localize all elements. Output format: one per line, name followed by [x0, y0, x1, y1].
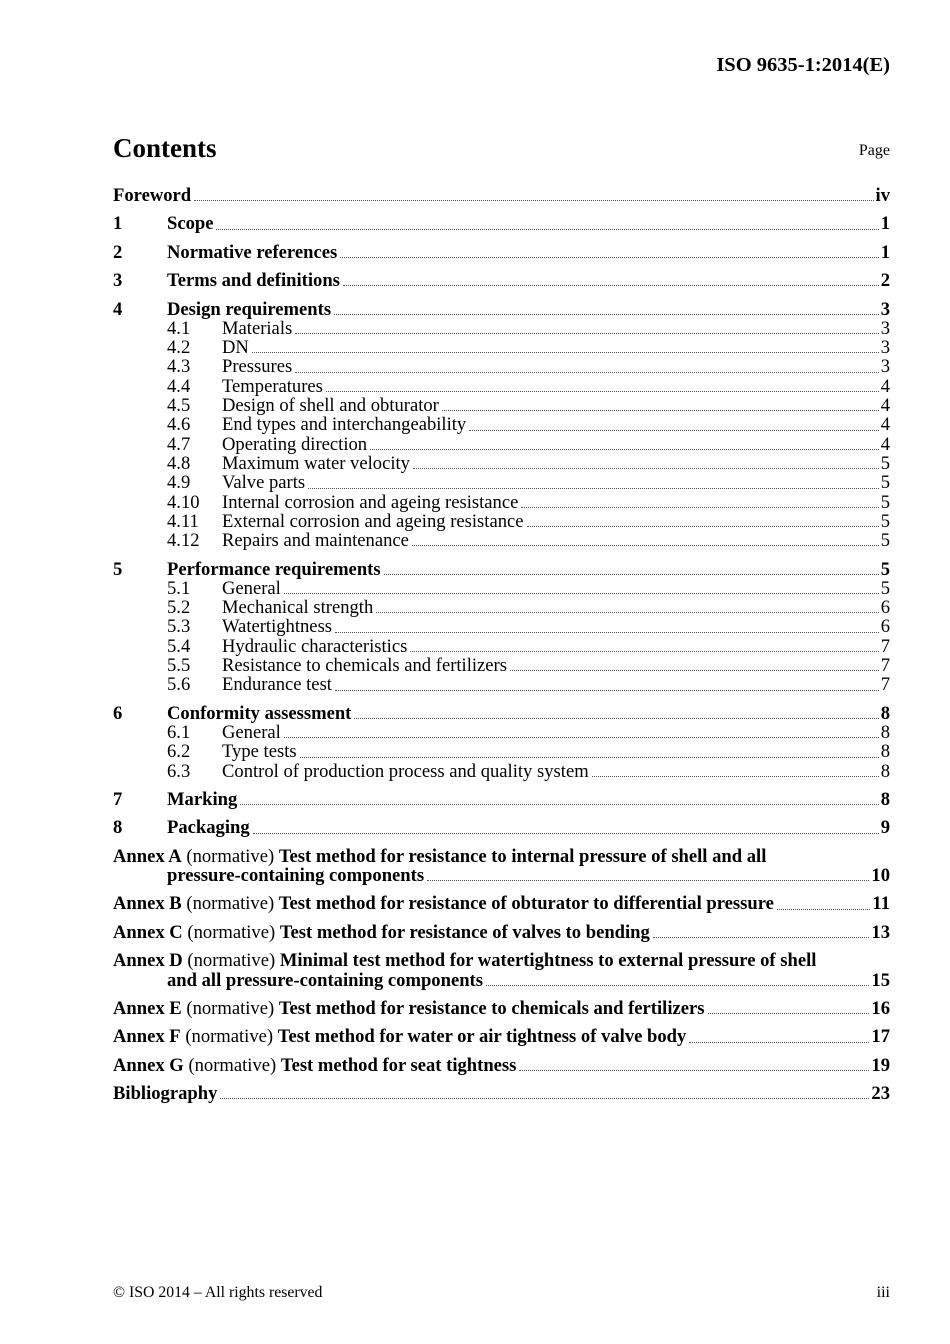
subclause-number: 4.11	[167, 510, 199, 532]
annex-heading	[113, 999, 705, 1018]
page-number: 7	[880, 655, 890, 676]
subclause-title: Valve parts	[222, 472, 306, 494]
toc-entry-subclause-4-11[interactable]	[113, 512, 890, 531]
page-number: 9	[880, 817, 890, 839]
dot-leader	[442, 410, 879, 411]
subclause-number: 5.2	[167, 597, 191, 619]
toc-entry-subclause-5-5[interactable]	[113, 656, 890, 675]
toc-entry-subclause-5-1[interactable]	[113, 579, 890, 598]
toc-entry-clause-4[interactable]	[113, 300, 890, 319]
toc-entry-subclause-4-2[interactable]	[113, 338, 890, 357]
subclause-title: External corrosion and ageing resistance	[222, 510, 524, 532]
dot-leader	[376, 612, 878, 613]
toc-entry-foreword[interactable]	[113, 186, 890, 205]
annex-title: Test method for water or air tightness of valve body	[277, 1026, 687, 1048]
page-number: 4	[880, 395, 890, 417]
subclause-number: 6.2	[167, 741, 191, 763]
annex-line-1	[113, 847, 890, 866]
toc-entry-clause-3[interactable]	[113, 271, 890, 290]
copyright-notice: © ISO 2014 – All rights reserved	[113, 1284, 323, 1301]
page-number: 7	[880, 674, 890, 696]
toc-entry-clause-8[interactable]	[113, 818, 890, 837]
subclause-title: General	[222, 577, 281, 599]
toc-entry-subclause-6-2[interactable]	[113, 742, 890, 761]
annex-title: Test method for seat tightness	[280, 1054, 517, 1076]
subclause-number: 6.3	[167, 760, 191, 782]
toc-entry-subclause-4-5[interactable]	[113, 396, 890, 415]
footer-page-number: iii	[876, 1284, 890, 1301]
toc-entry-subclause-5-6[interactable]	[113, 675, 890, 694]
dot-leader	[253, 833, 879, 834]
clause-number: 4	[113, 298, 123, 320]
dot-leader	[308, 488, 879, 489]
dot-leader	[653, 937, 870, 938]
subclause-number: 4.1	[167, 317, 191, 339]
page-number: 13	[871, 921, 890, 943]
subclause-number: 4.12	[167, 530, 200, 552]
subclause-title: Hydraulic characteristics	[222, 635, 408, 657]
annex-type: (normative)	[185, 1026, 274, 1048]
dot-leader	[521, 507, 878, 508]
dot-leader	[427, 880, 869, 881]
subclause-number: 5.4	[167, 635, 191, 657]
page-number: 5	[880, 452, 890, 474]
subclause-number: 5.6	[167, 674, 191, 696]
annex-label: Annex A	[113, 845, 182, 867]
dot-leader	[335, 632, 879, 633]
toc-entry-subclause-5-4[interactable]	[113, 637, 890, 656]
toc-entry-subclause-4-4[interactable]	[113, 377, 890, 396]
toc-entry-annex-f[interactable]	[113, 1027, 890, 1046]
page-number: 11	[872, 893, 890, 915]
subclause-title: Operating direction	[222, 433, 368, 455]
annex-title: Test method for resistance to internal pressure of shell and all	[278, 845, 767, 867]
clause-number: 8	[113, 817, 123, 839]
annex-type: (normative)	[187, 921, 276, 943]
clause-title: Conformity assessment	[167, 702, 352, 724]
page-number: 19	[871, 1054, 890, 1076]
annex-title: Test method for resistance of valves to bending	[279, 921, 650, 943]
annex-title: Minimal test method for watertightness to external pressure of shell	[279, 950, 817, 972]
dot-leader	[410, 651, 878, 652]
dot-leader	[527, 526, 879, 527]
dot-leader	[240, 804, 878, 805]
toc-entry-subclause-4-10[interactable]	[113, 493, 890, 512]
page-number: 4	[880, 375, 890, 397]
page-number: 1	[880, 213, 890, 235]
subclause-number: 4.2	[167, 337, 191, 359]
annex-type: (normative)	[186, 893, 275, 915]
subclause-number: 4.10	[167, 491, 200, 513]
entry-title: Bibliography	[113, 1083, 218, 1105]
page-number: 8	[880, 788, 890, 810]
page-number: 8	[880, 741, 890, 763]
annex-type: (normative)	[188, 1054, 277, 1076]
toc-entry-subclause-5-2[interactable]	[113, 598, 890, 617]
page-number: 16	[871, 997, 890, 1019]
dot-leader	[220, 1098, 869, 1099]
toc-entry-subclause-4-6[interactable]	[113, 415, 890, 434]
dot-leader	[708, 1013, 870, 1014]
annex-heading	[113, 951, 816, 970]
dot-leader	[486, 985, 869, 986]
toc-entry-clause-5[interactable]	[113, 560, 890, 579]
subclause-title: Repairs and maintenance	[222, 530, 409, 552]
page-number: 6	[880, 616, 890, 638]
clause-title: Normative references	[167, 241, 338, 263]
dot-leader	[295, 333, 878, 334]
clause-number: 6	[113, 702, 123, 724]
clause-title: Marking	[167, 788, 238, 810]
subclause-title: DN	[222, 337, 249, 359]
annex-title-continued: pressure-containing components	[167, 865, 425, 887]
page-number: 3	[880, 337, 890, 359]
annex-label: Annex D	[113, 950, 183, 972]
subclause-number: 5.3	[167, 616, 191, 638]
clause-title: Scope	[167, 213, 214, 235]
annex-label: Annex C	[113, 921, 183, 943]
toc-entry-clause-2[interactable]	[113, 243, 890, 262]
dot-leader	[777, 909, 871, 910]
dot-leader	[370, 449, 879, 450]
annex-label: Annex B	[113, 893, 182, 915]
clause-title: Performance requirements	[167, 558, 381, 580]
subclause-title: Type tests	[222, 741, 297, 763]
subclause-title: General	[222, 721, 281, 743]
subclause-number: 4.9	[167, 472, 191, 494]
dot-leader	[689, 1042, 869, 1043]
page-number: 1	[880, 241, 890, 263]
toc-entry-subclause-4-1[interactable]	[113, 319, 890, 338]
subclause-number: 4.6	[167, 414, 191, 436]
dot-leader	[295, 372, 878, 373]
page-number: iv	[875, 185, 890, 206]
dot-leader	[252, 352, 879, 353]
annex-title-continued: and all pressure-containing components	[167, 969, 483, 991]
subclause-number: 4.7	[167, 433, 191, 455]
page-number: 5	[880, 510, 890, 532]
subclause-title: End types and interchangeability	[222, 414, 467, 436]
annex-heading	[113, 1027, 686, 1046]
dot-leader	[284, 737, 879, 738]
annex-heading	[113, 847, 766, 866]
page-number: 4	[880, 414, 890, 436]
annex-heading	[113, 894, 774, 913]
dot-leader	[510, 670, 879, 671]
toc-entry-annex-d[interactable]	[113, 951, 890, 990]
dot-leader	[340, 257, 879, 258]
table-of-contents	[113, 186, 890, 1103]
dot-leader	[194, 200, 873, 201]
annex-heading	[113, 1056, 516, 1075]
annex-line-1	[113, 951, 890, 970]
dot-leader	[592, 776, 879, 777]
annex-type: (normative)	[187, 950, 276, 972]
toc-entry-clause-6[interactable]	[113, 704, 890, 723]
dot-leader	[284, 593, 879, 594]
clause-number: 3	[113, 270, 123, 292]
page-number: 8	[880, 721, 890, 743]
annex-type: (normative)	[186, 997, 275, 1019]
toc-entry-subclause-6-3[interactable]	[113, 762, 890, 781]
toc-entry-clause-1[interactable]	[113, 214, 890, 233]
annex-line-2	[113, 866, 890, 885]
subclause-title: Endurance test	[222, 674, 332, 696]
page-column-label: Page	[858, 142, 890, 159]
annex-label: Annex E	[113, 997, 182, 1019]
subclause-title: Watertightness	[222, 616, 333, 638]
dot-leader	[326, 391, 879, 392]
page-number: 5	[880, 558, 890, 580]
annex-title: Test method for resistance of obturator to differential pressure	[278, 893, 774, 915]
dot-leader	[413, 468, 879, 469]
page-number: 10	[871, 865, 890, 887]
toc-entry-subclause-4-7[interactable]	[113, 435, 890, 454]
annex-heading	[113, 923, 650, 942]
toc-entry-subclause-4-8[interactable]	[113, 454, 890, 473]
clause-title: Packaging	[167, 817, 250, 839]
page-number: 3	[880, 298, 890, 320]
dot-leader	[384, 574, 879, 575]
subclause-title: Design of shell and obturator	[222, 395, 439, 417]
toc-entry-subclause-4-12[interactable]	[113, 531, 890, 550]
page-number: 5	[880, 472, 890, 494]
dot-leader	[300, 757, 879, 758]
entry-title: Foreword	[113, 185, 192, 206]
subclause-title: Materials	[222, 317, 293, 339]
page-number: 8	[880, 702, 890, 724]
clause-number: 1	[113, 213, 123, 235]
clause-number: 5	[113, 558, 123, 580]
page-number: 6	[880, 597, 890, 619]
toc-entry-annex-g[interactable]	[113, 1056, 890, 1075]
subclause-title: Temperatures	[222, 375, 323, 397]
dot-leader	[354, 718, 878, 719]
annex-label: Annex F	[113, 1026, 181, 1048]
toc-entry-annex-b[interactable]	[113, 894, 890, 913]
subclause-number: 5.5	[167, 655, 191, 676]
page-number: 7	[880, 635, 890, 657]
contents-heading: Contents	[113, 133, 217, 163]
subclause-number: 4.4	[167, 375, 191, 397]
toc-entry-subclause-4-3[interactable]	[113, 357, 890, 376]
page-number: 5	[880, 491, 890, 513]
page-number: 2	[880, 270, 890, 292]
page-number: 8	[880, 760, 890, 782]
subclause-number: 6.1	[167, 721, 191, 743]
subclause-title: Maximum water velocity	[222, 452, 410, 474]
subclause-title: Internal corrosion and ageing resistance	[222, 491, 519, 513]
dot-leader	[412, 545, 879, 546]
dot-leader	[335, 690, 879, 691]
toc-entry-subclause-4-9[interactable]	[113, 473, 890, 492]
page-number: 23	[871, 1083, 890, 1105]
page-number: 4	[880, 433, 890, 455]
subclause-title: Mechanical strength	[222, 597, 374, 619]
subclause-title: Pressures	[222, 356, 293, 378]
annex-type: (normative)	[186, 845, 275, 867]
page-number: 17	[871, 1026, 890, 1048]
subclause-number: 4.5	[167, 395, 191, 417]
subclause-title: Control of production process and quality system	[222, 760, 589, 782]
page-number: 3	[880, 317, 890, 339]
clause-title: Design requirements	[167, 298, 332, 320]
page-number: 5	[880, 577, 890, 599]
clause-number: 2	[113, 241, 123, 263]
toc-entry-annex-a[interactable]	[113, 847, 890, 886]
annex-title: Test method for resistance to chemicals and fertilizers	[278, 997, 705, 1019]
toc-entry-bibliography[interactable]	[113, 1084, 890, 1103]
annex-line-2	[113, 971, 890, 990]
annex-label: Annex G	[113, 1054, 184, 1076]
subclause-number: 5.1	[167, 577, 191, 599]
toc-entry-subclause-6-1[interactable]	[113, 723, 890, 742]
document-identifier: ISO 9635-1:2014(E)	[716, 54, 890, 76]
toc-entry-annex-e[interactable]	[113, 999, 890, 1018]
dot-leader	[519, 1070, 869, 1071]
dot-leader	[334, 314, 879, 315]
page-number: 5	[880, 530, 890, 552]
subclause-number: 4.8	[167, 452, 191, 474]
page-number: 15	[871, 969, 890, 991]
toc-entry-annex-c[interactable]	[113, 923, 890, 942]
subclause-number: 4.3	[167, 356, 191, 378]
clause-number: 7	[113, 788, 123, 810]
dot-leader	[343, 285, 879, 286]
page-number: 3	[880, 356, 890, 378]
toc-entry-subclause-5-3[interactable]	[113, 617, 890, 636]
toc-entry-clause-7[interactable]	[113, 790, 890, 809]
clause-title: Terms and definitions	[167, 270, 340, 292]
dot-leader	[469, 430, 878, 431]
dot-leader	[216, 229, 878, 230]
subclause-title: Resistance to chemicals and fertilizers	[222, 655, 507, 676]
